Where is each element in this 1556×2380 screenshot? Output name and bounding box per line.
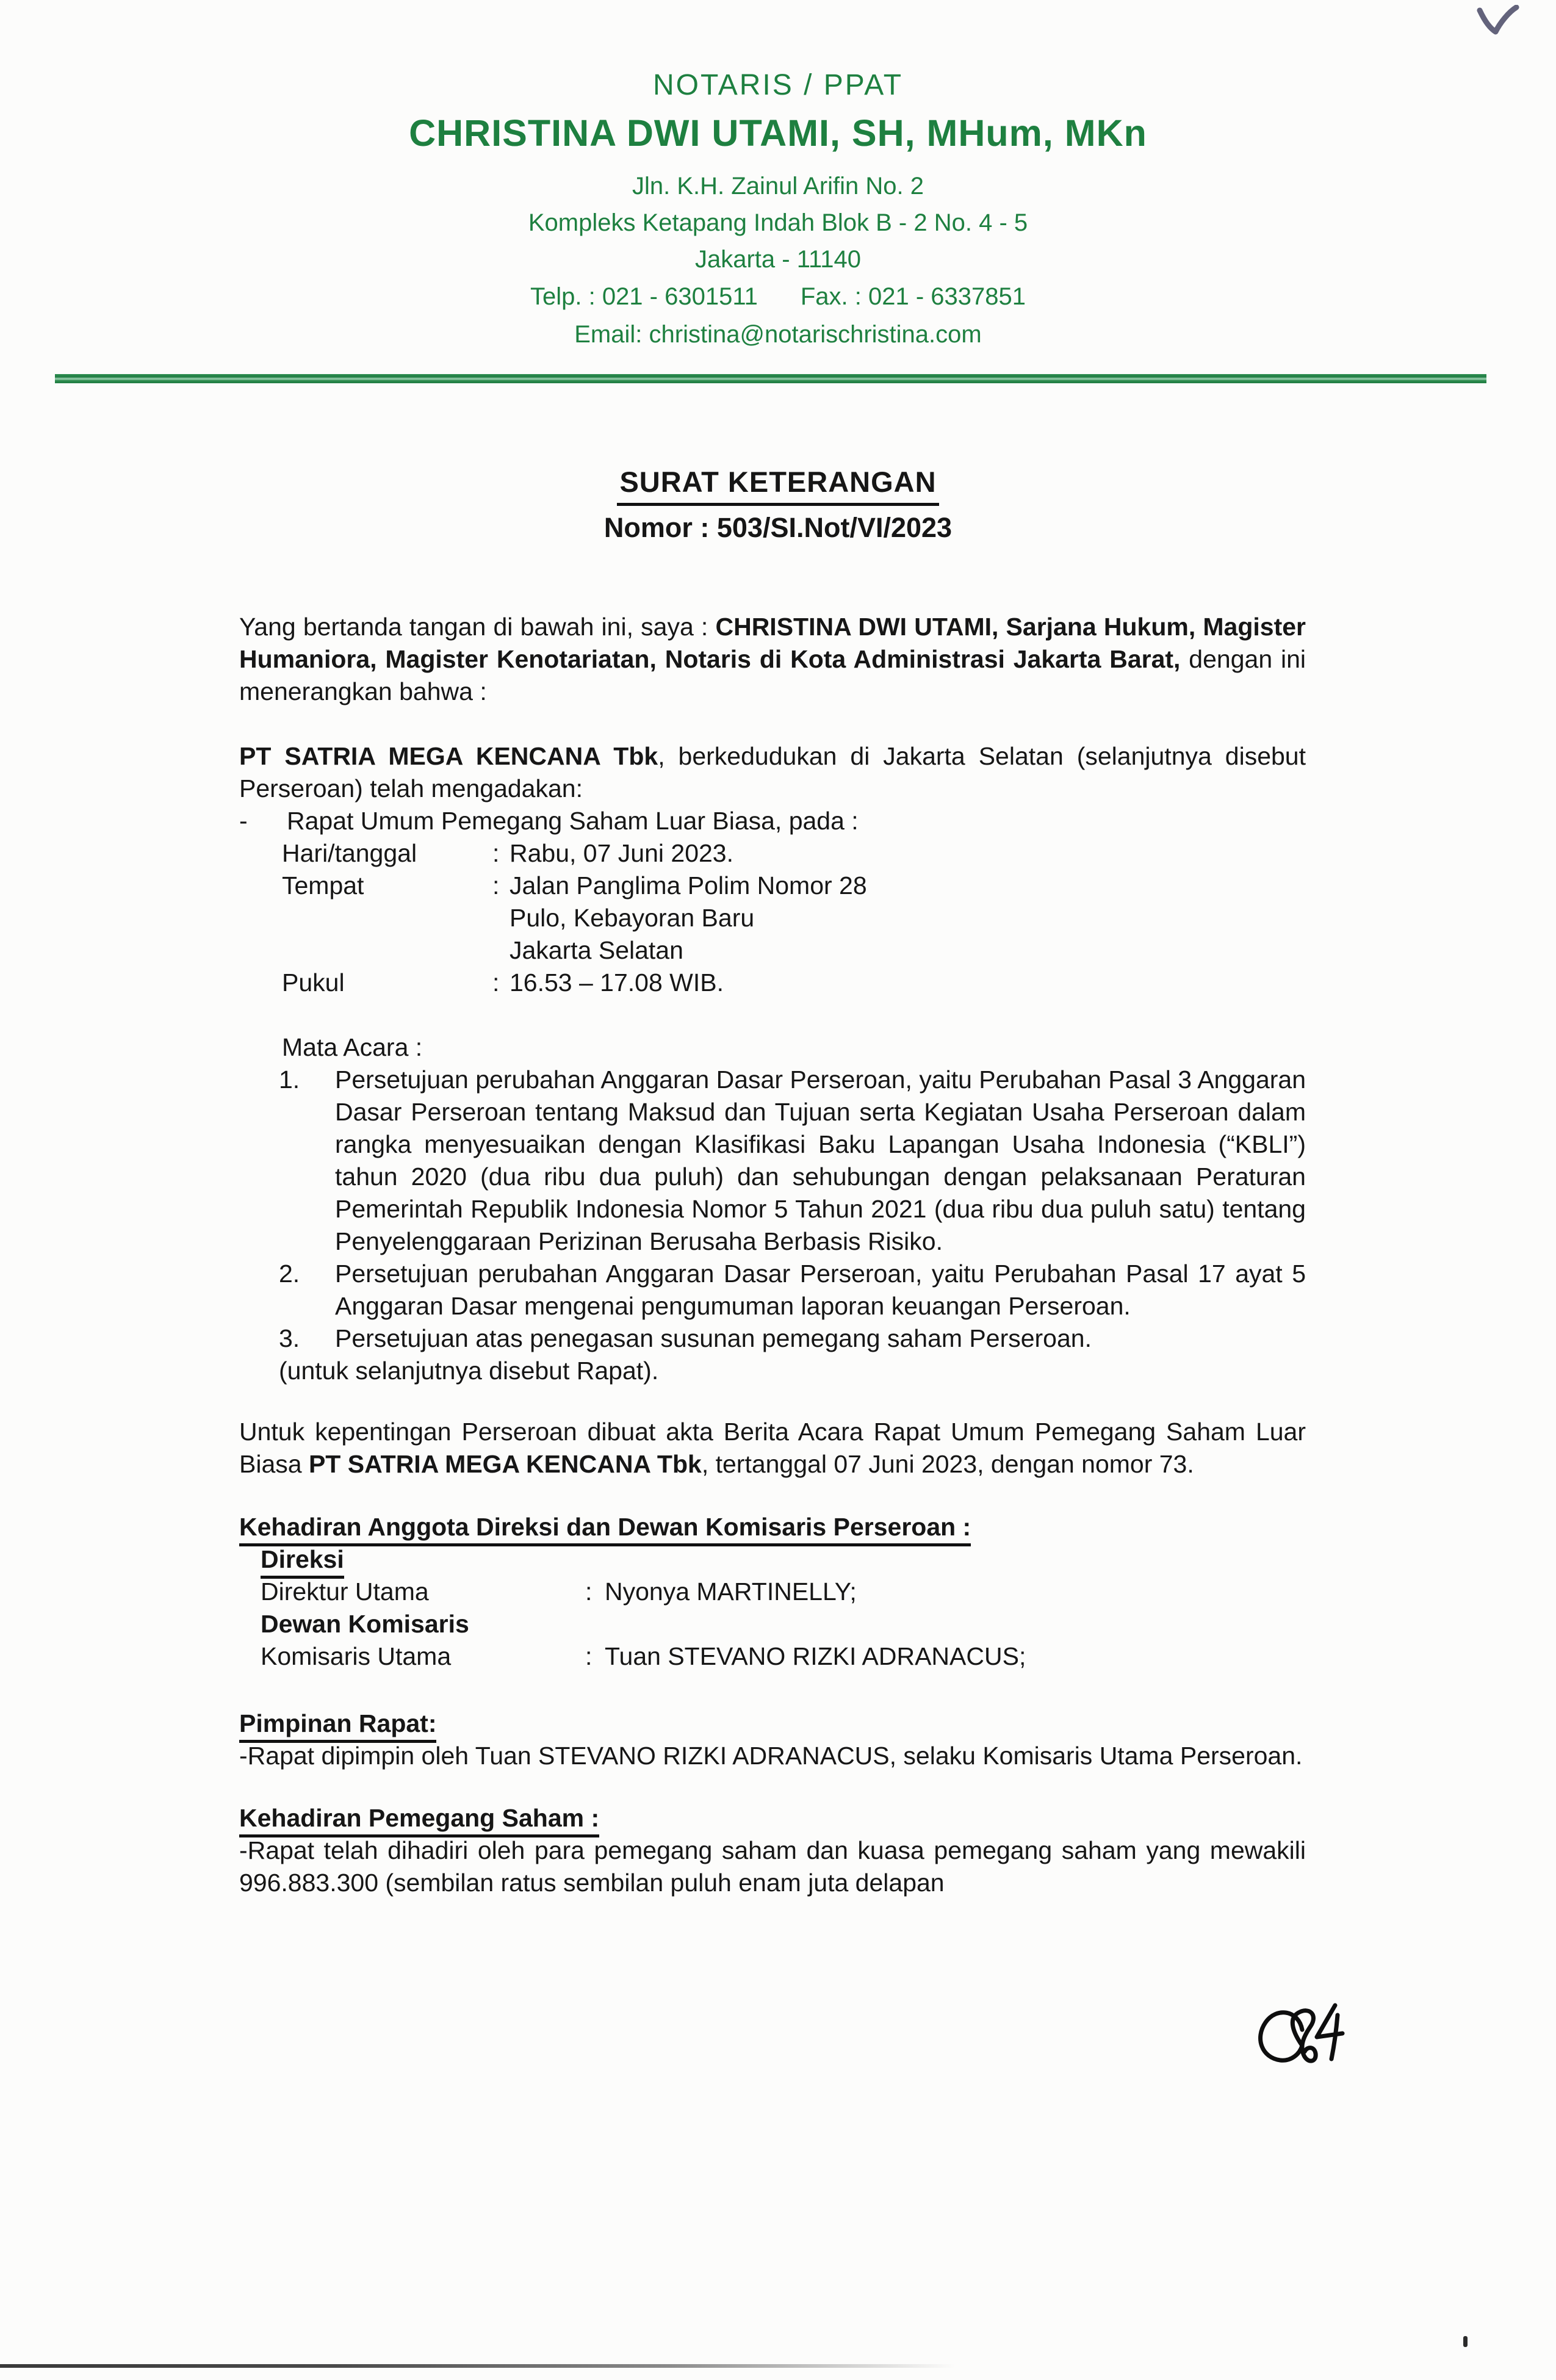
handwritten-checkmark-icon (1475, 5, 1521, 39)
agenda-number: 2. (279, 1260, 300, 1288)
detail-colon: : (492, 871, 500, 900)
agenda-text: Persetujuan perubahan Anggaran Dasar Perseroan, yaitu Perubahan Pasal 17 ayat 5 Anggaran Dasar mengenai pengumuman laporan keuangan Perseroan. (335, 1260, 1306, 1321)
intro-run3: dengan ini menerangkan bahwa : (239, 645, 1306, 706)
attendance-value: Tuan STEVANO RIZKI ADRANACUS; (605, 1642, 1026, 1671)
detail-value-line: Jalan Panglima Polim Nomor 28 (510, 871, 867, 900)
chairman-text: -Rapat dipimpin oleh Tuan STEVANO RIZKI ADRANACUS, selaku Komisaris Utama Perseroan. (239, 1742, 1303, 1770)
detail-label: Pukul (282, 968, 345, 997)
deed-company-bold: PT SATRIA MEGA KENCANA Tbk (308, 1450, 702, 1479)
attendance-label: Direktur Utama (261, 1578, 429, 1606)
letterhead-fax: Fax. : 021 - 6337851 (800, 283, 1026, 311)
document-head (0, 465, 1556, 544)
letterhead-email: Email: christina@notarischristina.com (574, 321, 982, 348)
shareholders-heading: Kehadiran Pemegang Saham : (239, 1802, 1306, 1834)
intro-run1: Yang bertanda tangan di bawah ini, saya : (239, 613, 716, 641)
agenda-heading: Mata Acara : (282, 1033, 423, 1062)
deed-run1: Untuk kepentingan Perseroan dibuat akta Berita Acara Rapat Umum Pemegang Saham Luar Biasa (239, 1418, 1306, 1479)
attendance-colon: : (585, 1642, 593, 1671)
detail-colon: : (492, 839, 500, 868)
company-run2: , berkedudukan di Jakarta Selatan (selanjutnya disebut Perseroan) telah mengadakan: (239, 742, 1306, 803)
agenda-number: 3. (279, 1324, 300, 1353)
attendance-heading: Kehadiran Anggota Direksi dan Dewan Komisaris Perseroan : (239, 1511, 1306, 1543)
scan-artifact-mark (1463, 2336, 1468, 2347)
meeting-detail-row-time (239, 967, 1306, 999)
agenda-number: 1. (279, 1066, 300, 1094)
detail-value (510, 870, 1306, 967)
letterhead-phone: Telp. : 021 - 6301511 (530, 283, 758, 311)
attendance-label: Komisaris Utama (261, 1642, 452, 1671)
detail-colon: : (492, 968, 500, 997)
detail-value-line: Pulo, Kebayoran Baru (510, 904, 755, 932)
attendance-row-komisaris (239, 1640, 1306, 1673)
agenda-item-1 (239, 1064, 1306, 1258)
letterhead-address-line1: Jln. K.H. Zainul Arifin No. 2 (632, 173, 924, 200)
scan-artifact-line (0, 2364, 955, 2368)
intro-paragraph (239, 611, 1306, 708)
chairman-heading: Pimpinan Rapat: (239, 1707, 1306, 1740)
agenda-text: Persetujuan perubahan Anggaran Dasar Perseroan, yaitu Perubahan Pasal 3 Anggaran Dasar Perseroan tentang Maksud dan Tujuan serta Kegiatan Usaha Perseroan dalam rangka menyesuaikan dengan Klasifikasi Baku Lapangan Usaha Indonesia (“KBLI”) tahun 2020 (dua ribu dua puluh) dan sehubungan dengan pelaksanaan Peraturan Pemerintah Republik Indonesia Nomor 5 Tahun 2021 (dua ribu dua puluh satu) tentang Penyelenggaraan Perizinan Berusaha Berbasis Risiko. (335, 1066, 1306, 1256)
deed-paragraph (239, 1416, 1306, 1480)
letterhead-profession: NOTARIS / PPAT (652, 69, 904, 101)
intro-run2-bold: CHRISTINA DWI UTAMI, Sarjana Hukum, Magister Humaniora, Magister Kenotariatan, Notaris di Kota Administrasi Jakarta Barat, (239, 613, 1306, 674)
meeting-intro: Rapat Umum Pemegang Saham Luar Biasa, pada : (287, 807, 859, 835)
letterhead-address-line2: Kompleks Ketapang Indah Blok B - 2 No. 4 - 5 (528, 209, 1028, 237)
document-title: SURAT KETERANGAN (617, 465, 938, 506)
shareholders-text: -Rapat telah dihadiri oleh para pemegang saham dan kuasa pemegang saham yang mewakili 996.883.300 (sembilan ratus sembilan puluh enam juta delapan (239, 1836, 1306, 1897)
agenda-item-2 (239, 1258, 1306, 1322)
agenda-text: Persetujuan atas penegasan susunan pemegang saham Perseroan. (335, 1324, 1092, 1353)
letterhead-divider-rule (55, 374, 1486, 383)
detail-value-line: Jakarta Selatan (510, 936, 683, 965)
direksi-subheading: Direksi (239, 1543, 1306, 1576)
letter-body (239, 611, 1306, 1899)
agenda-item-3 (239, 1322, 1306, 1355)
detail-label: Tempat (282, 871, 364, 900)
letterhead (0, 0, 1556, 353)
deed-run3: , tertanggal 07 Juni 2023, dengan nomor 73. (701, 1450, 1194, 1479)
meeting-detail-row-place (239, 870, 1306, 967)
attendance-colon: : (585, 1578, 593, 1606)
document-number: Nomor : 503/SI.Not/VI/2023 (603, 512, 953, 544)
dash-bullet: - (239, 807, 248, 835)
paraf-signature (1250, 1994, 1360, 2077)
letterhead-notary-name: CHRISTINA DWI UTAMI, SH, MHum, MKn (409, 112, 1147, 154)
agenda-closing-note: (untuk selanjutnya disebut Rapat). (279, 1357, 659, 1385)
detail-label: Hari/tanggal (282, 839, 417, 868)
meeting-dash-item (239, 805, 1306, 837)
attendance-row-direktur (239, 1576, 1306, 1608)
company-name-bold: PT SATRIA MEGA KENCANA Tbk (239, 742, 658, 771)
attendance-value: Nyonya MARTINELLY; (605, 1578, 857, 1606)
letterhead-contact (0, 278, 1556, 316)
company-paragraph (239, 740, 1306, 805)
detail-value: 16.53 – 17.08 WIB. (510, 968, 724, 997)
meeting-detail-row-day (239, 837, 1306, 870)
detail-value: Rabu, 07 Juni 2023. (510, 839, 733, 868)
letterhead-address-line3: Jakarta - 11140 (694, 246, 861, 273)
dewan-komisaris-subheading: Dewan Komisaris (261, 1610, 469, 1639)
